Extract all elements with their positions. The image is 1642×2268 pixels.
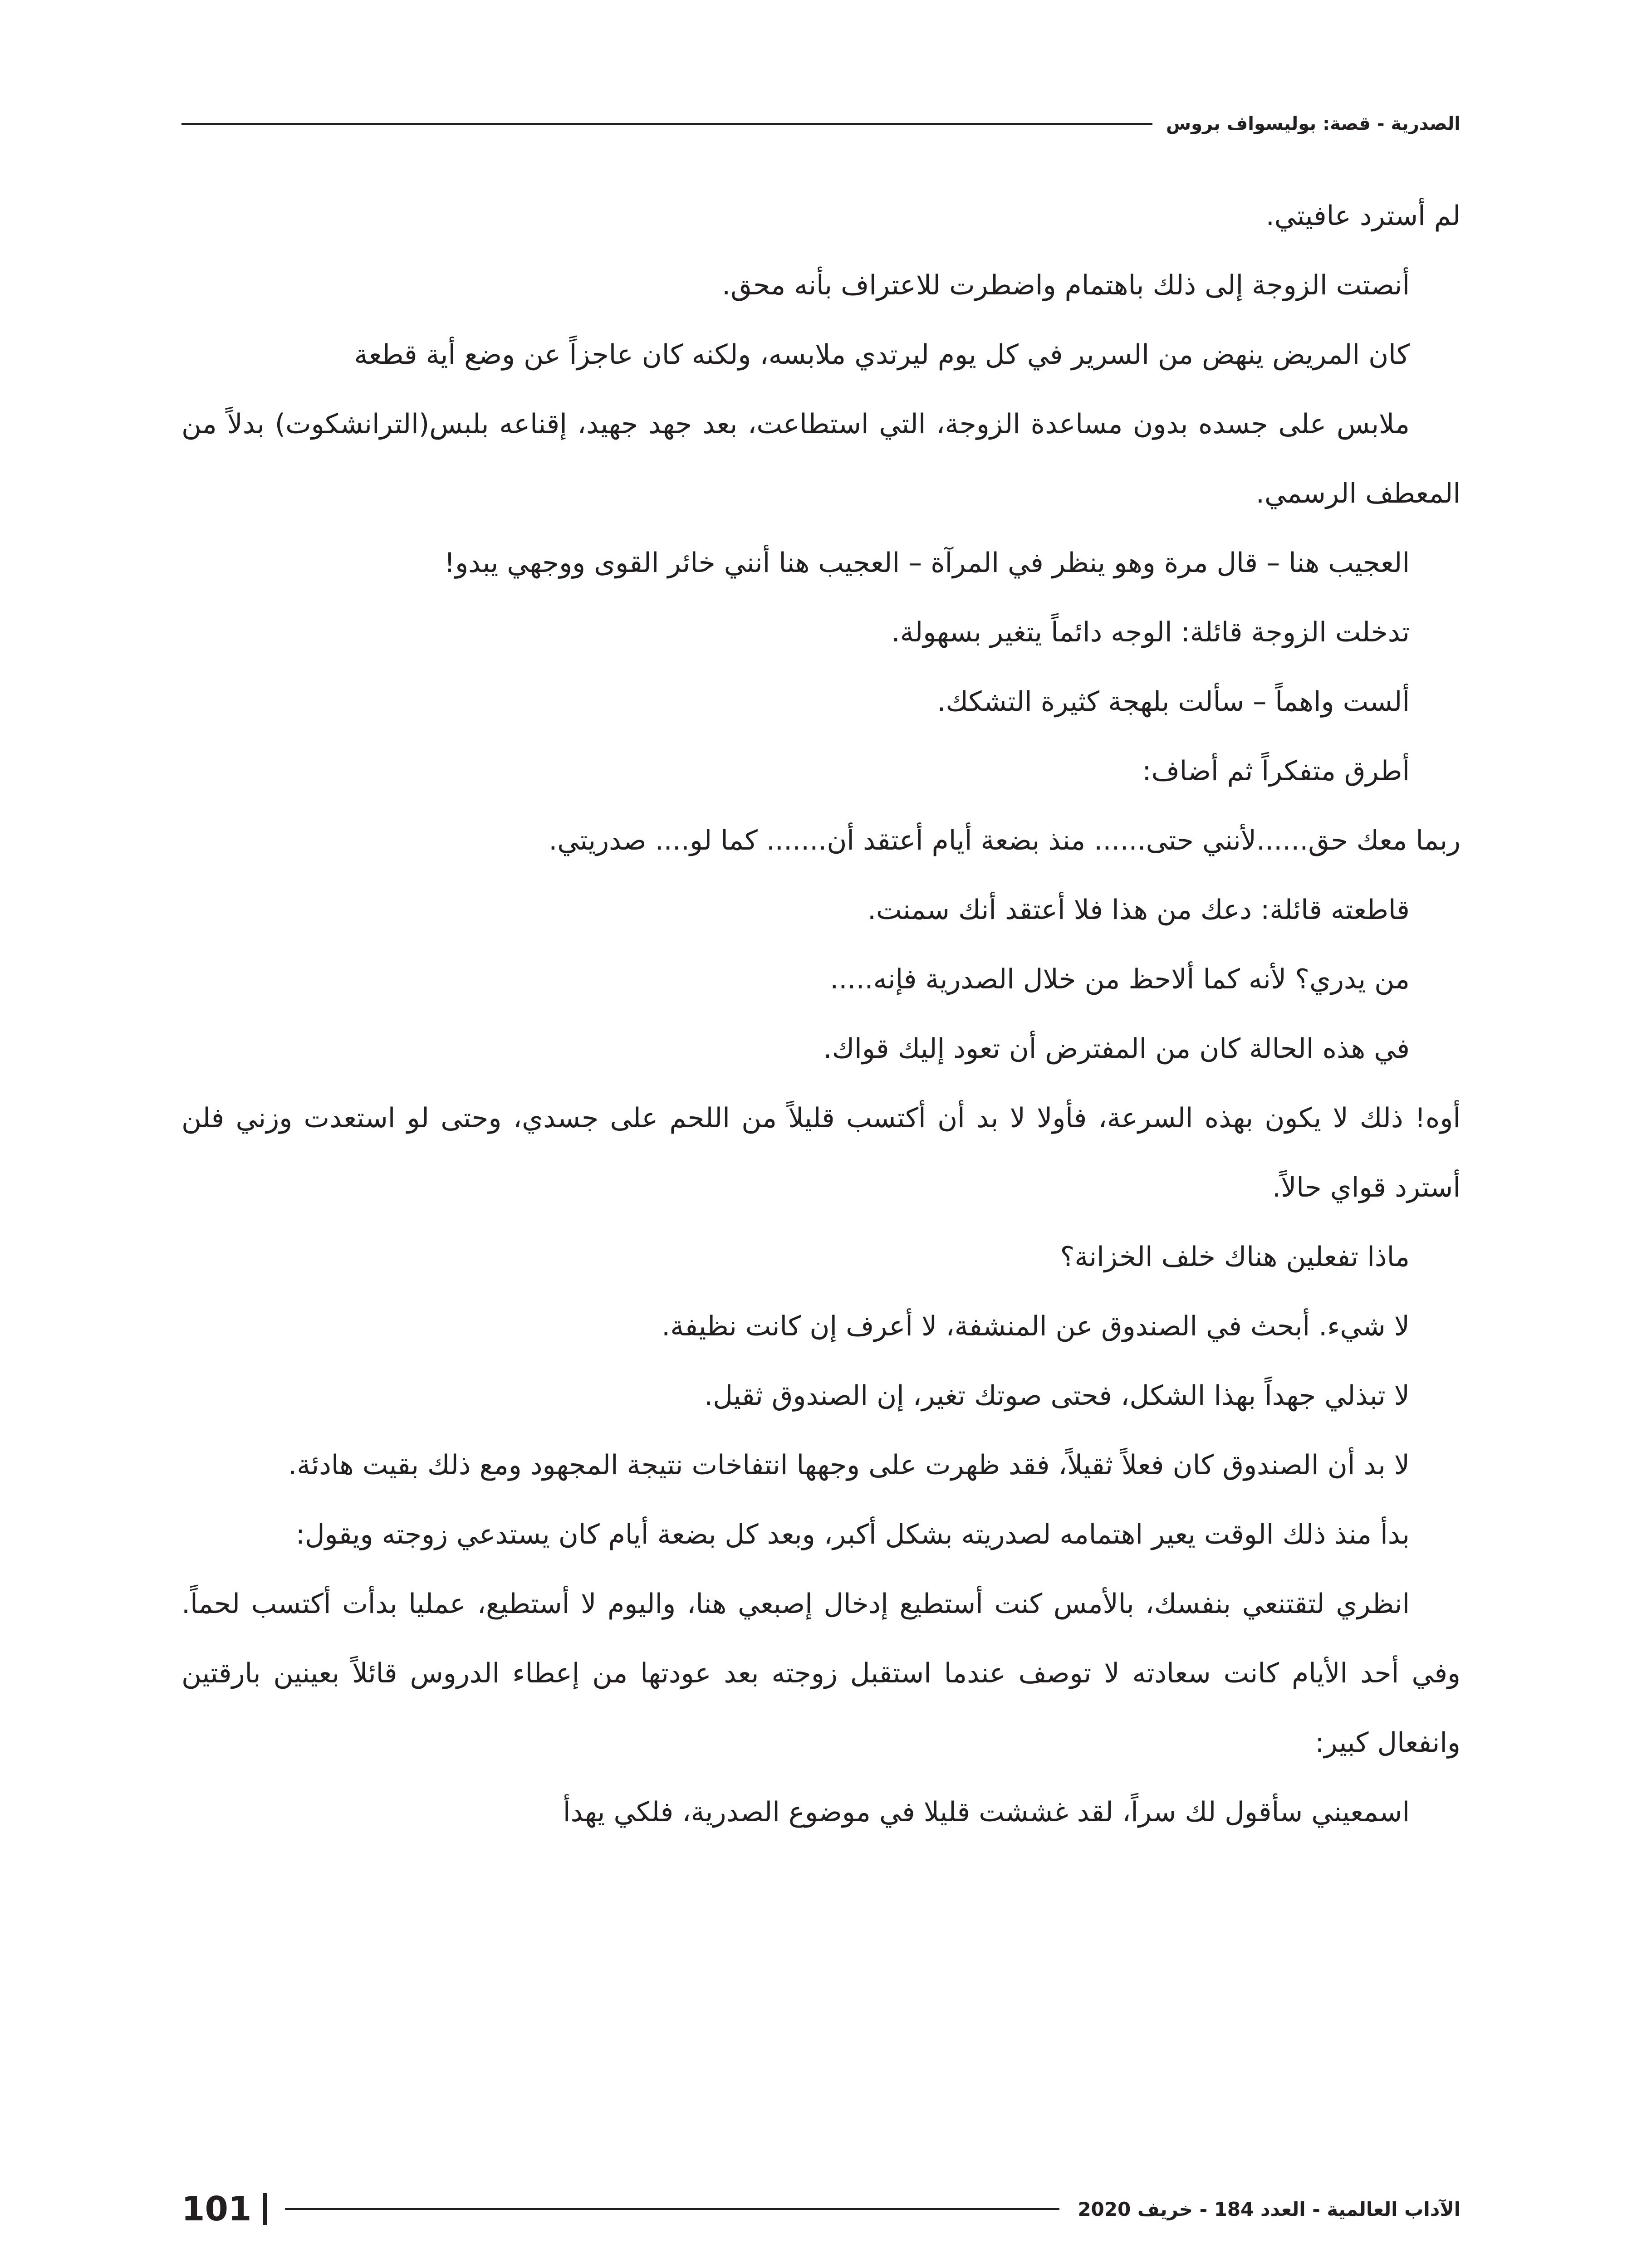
paragraph: أطرق متفكراً ثم أضاف: xyxy=(1142,755,1410,787)
paragraph: اسمعيني سأقول لك سراً، لقد غششت قليلا في موضوع الصدرية، فلكي يهدأ xyxy=(563,1796,1410,1828)
paragraph: ملابس على جسده بدون مساعدة الزوجة، التي استطاعت، بعد جهد جهيد، إقناعه بلبس(الترانشكوت) بدلاً من المعطف الرسمي. xyxy=(181,408,1461,509)
footer-separator xyxy=(263,2193,267,2225)
paragraph: لا بد أن الصندوق كان فعلاً ثقيلاً، فقد ظهرت على وجهها انتفاخات نتيجة المجهود ومع ذلك بقيت هادئة. xyxy=(288,1449,1410,1481)
paragraph: تدخلت الزوجة قائلة: الوجه دائماً يتغير بسهولة. xyxy=(891,616,1410,648)
paragraph: انظري لتقتنعي بنفسك، بالأمس كنت أستطيع إدخال إصبعي هنا، واليوم لا أستطيع، عمليا بدأت أكتسب لحماً. وفي أحد الأيام كانت سعادته لا توصف عندما استقبل زوجته بعد عودتها من إعطاء الدروس قائلاً بعينين بارقتين وانفعال كبير: xyxy=(181,1588,1461,1759)
page-footer xyxy=(181,2189,1461,2229)
paragraph: لا شيء. أبحث في الصندوق عن المنشفة، لا أعرف إن كانت نظيفة. xyxy=(662,1310,1410,1342)
paragraph: العجيب هنا – قال مرة وهو ينظر في المرآة – العجيب هنا أنني خائر القوى ووجهي يبدو! xyxy=(444,547,1410,579)
paragraph: من يدري؟ لأنه كما ألاحظ من خلال الصدرية فإنه..... xyxy=(830,963,1410,995)
paragraph: ماذا تفعلين هناك خلف الخزانة؟ xyxy=(1060,1241,1410,1273)
page-number: 101 xyxy=(181,2190,252,2229)
paragraph: لا تبذلي جهداً بهذا الشكل، فحتى صوتك تغير، إن الصندوق ثقيل. xyxy=(704,1380,1410,1412)
paragraph: ألست واهماً – سألت بلهجة كثيرة التشكك. xyxy=(937,686,1410,718)
paragraph: بدأ منذ ذلك الوقت يعير اهتمامه لصدريته بشكل أكبر، وبعد كل بضعة أيام كان يستدعي زوجته ويقول: xyxy=(295,1519,1410,1550)
paragraph: كان المريض ينهض من السرير في كل يوم ليرتدي ملابسه، ولكنه كان عاجزاً عن وضع أية قطعة xyxy=(354,339,1410,371)
running-header xyxy=(181,108,1461,140)
paragraph: لم أسترد عافيتي. xyxy=(1265,200,1461,232)
running-title: الصدرية - قصة: بوليسواف بروس xyxy=(1166,113,1461,134)
body-text xyxy=(181,181,1461,1847)
header-rule xyxy=(181,123,1152,125)
journal-issue: الآداب العالمية - العدد 184 - خريف 2020 xyxy=(1078,2198,1461,2220)
paragraph: ربما معك حق......لأنني حتى...... منذ بضعة أيام أعتقد أن....... كما لو.... صدريتي. xyxy=(549,825,1461,856)
paragraph: أنصتت الزوجة إلى ذلك باهتمام واضطرت للاعتراف بأنه محق. xyxy=(722,269,1410,301)
paragraph: في هذه الحالة كان من المفترض أن تعود إليك قواك. xyxy=(823,1033,1410,1065)
paragraph: قاطعته قائلة: دعك من هذا فلا أعتقد أنك سمنت. xyxy=(867,894,1410,926)
paragraph: أوه! ذلك لا يكون بهذه السرعة، فأولا لا بد أن أكتسب قليلاً من اللحم على جسدي، وحتى لو استعدت وزني فلن أسترد قواي حالاً. xyxy=(181,1102,1461,1203)
footer-rule xyxy=(285,2208,1059,2210)
